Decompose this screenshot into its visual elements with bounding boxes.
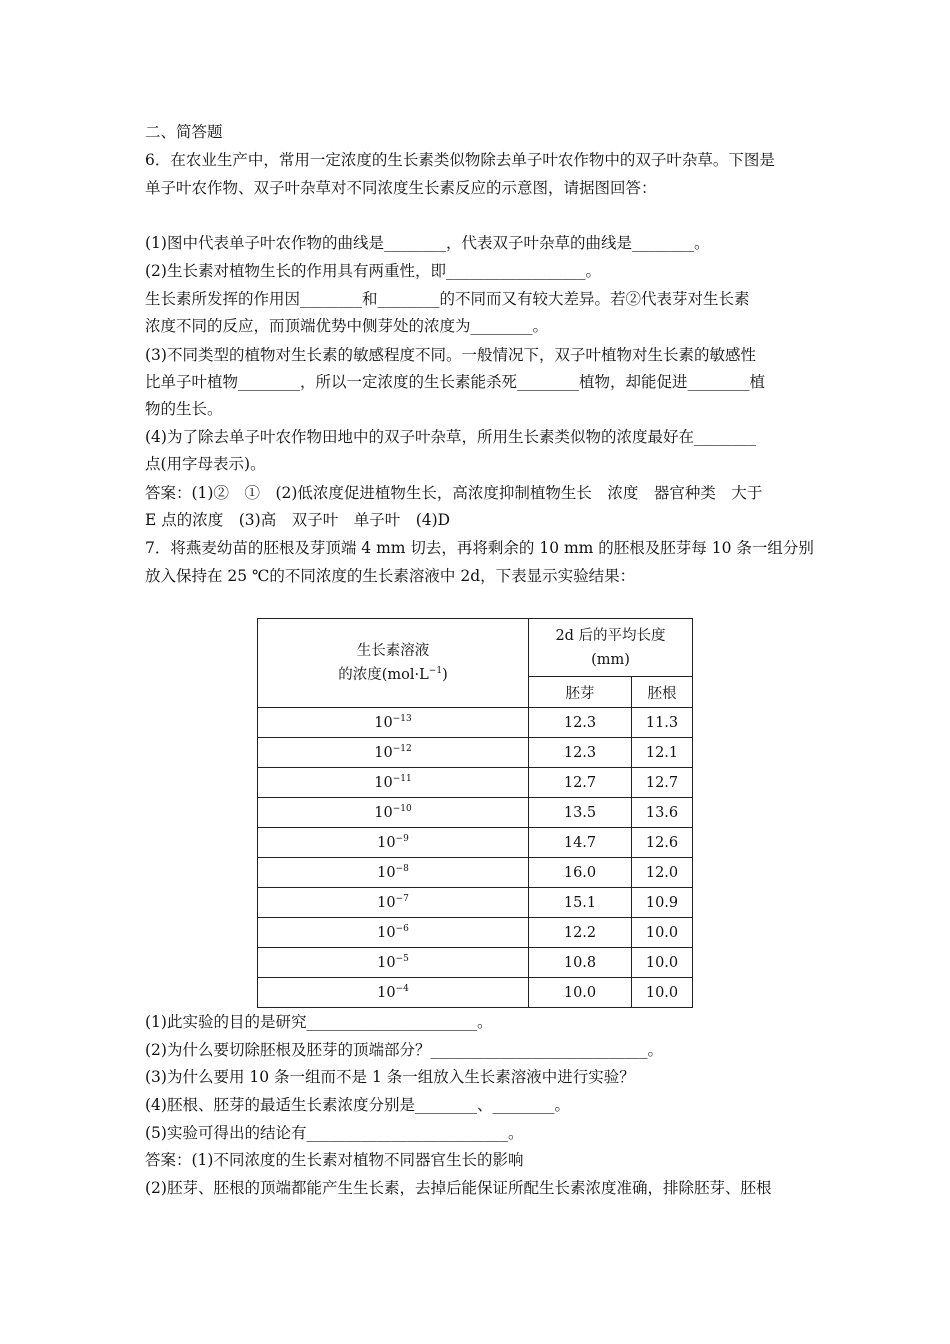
- q7-stem-line2: 放入保持在 25 ℃的不同浓度的生长素溶液中 2d，下表显示实验结果：: [145, 567, 636, 585]
- root-length-cell: 12.6: [632, 828, 693, 858]
- q6-stem-line2: 单子叶农作物、双子叶杂草对不同浓度生长素反应的示意图，请据图回答：: [145, 179, 657, 197]
- table-row: [258, 888, 693, 918]
- bud-length-cell: 13.5: [529, 798, 632, 828]
- concentration-cell: $10^{-6}$: [258, 918, 529, 948]
- concentration-cell: $10^{-13}$: [258, 708, 529, 738]
- header-concentration-line2: 的浓度$(mol\cdot L^{-1})$: [338, 666, 448, 683]
- bud-length-cell: 15.1: [529, 888, 632, 918]
- table-row: [258, 708, 693, 738]
- header-average-length-line1: 2d 后的平均长度: [555, 627, 666, 644]
- q7-sub3: (3)为什么要用 10 条一组而不是 1 条一组放入生长素溶液中进行实验？: [145, 1068, 635, 1086]
- header-average-length: [529, 619, 693, 677]
- header-concentration-line1: 生长素溶液: [356, 643, 430, 659]
- q6-sub3b: 比单子叶植物________，所以一定浓度的生长素能杀死________植物，却能促进________植: [145, 373, 766, 391]
- root-length-cell: 12.7: [632, 768, 693, 798]
- q6-answer-line2: E 点的浓度 (3)高 双子叶 单子叶 (4)D: [145, 511, 451, 529]
- header-concentration: [258, 619, 529, 708]
- table-row: [258, 828, 693, 858]
- table-row: [258, 858, 693, 888]
- q6-sub2c: 浓度不同的反应，而顶端优势中侧芽处的浓度为________。: [145, 317, 549, 335]
- bud-length-cell: 12.2: [529, 918, 632, 948]
- bud-length-cell: 12.3: [529, 738, 632, 768]
- q6-sub2: (2)生长素对植物生长的作用具有两重性，即__________________。: [145, 262, 601, 280]
- q6-answer-line1: 答案：(1)② ① (2)低浓度促进植物生长，高浓度抑制植物生长 浓度 器官种类 大于: [145, 484, 763, 502]
- section-title: 二、简答题: [145, 123, 223, 141]
- root-length-cell: 10.9: [632, 888, 693, 918]
- q6-sub3c: 物的生长。: [145, 400, 223, 418]
- q6-sub4b: 点(用字母表示)。: [145, 455, 266, 473]
- bud-length-cell: 10.0: [529, 978, 632, 1008]
- header-average-length-unit: (mm): [591, 651, 630, 668]
- table-row: [258, 978, 693, 1008]
- concentration-cell: $10^{-12}$: [258, 738, 529, 768]
- root-length-cell: 10.0: [632, 918, 693, 948]
- root-length-cell: 12.1: [632, 738, 693, 768]
- table-row: [258, 798, 693, 828]
- bud-length-cell: 10.8: [529, 948, 632, 978]
- table-row: [258, 768, 693, 798]
- table-row: [258, 738, 693, 768]
- concentration-cell: $10^{-5}$: [258, 948, 529, 978]
- bud-length-cell: 16.0: [529, 858, 632, 888]
- root-length-cell: 11.3: [632, 708, 693, 738]
- concentration-cell: $10^{-10}$: [258, 798, 529, 828]
- q7-sub4: (4)胚根、胚芽的最适生长素浓度分别是________、________。: [145, 1096, 570, 1114]
- concentration-cell: $10^{-9}$: [258, 828, 529, 858]
- header-bud: 胚芽: [529, 677, 632, 708]
- table-row: [258, 918, 693, 948]
- root-length-cell: 13.6: [632, 798, 693, 828]
- bud-length-cell: 14.7: [529, 828, 632, 858]
- q7-sub5: (5)实验可得出的结论有__________________________。: [145, 1124, 524, 1142]
- bud-length-cell: 12.7: [529, 768, 632, 798]
- q7-answer-line1: 答案：(1)不同浓度的生长素对植物不同器官生长的影响: [145, 1151, 524, 1169]
- q6-sub2b: 生长素所发挥的作用因________和________的不同而又有较大差异。若②代表芽对生长素: [145, 290, 750, 308]
- q7-sub2: (2)为什么要切除胚根及胚芽的顶端部分？____________________________。: [145, 1041, 663, 1059]
- q6-sub3a: (3)不同类型的植物对生长素的敏感程度不同。一般情况下，双子叶植物对生长素的敏感性: [145, 346, 756, 364]
- root-length-cell: 12.0: [632, 858, 693, 888]
- root-length-cell: 10.0: [632, 978, 693, 1008]
- q6-stem-line1: 6．在农业生产中，常用一定浓度的生长素类似物除去单子叶农作物中的双子叶杂草。下图是: [145, 151, 775, 169]
- q6-sub1: (1)图中代表单子叶农作物的曲线是________，代表双子叶杂草的曲线是________。: [145, 234, 710, 252]
- concentration-cell: $10^{-8}$: [258, 858, 529, 888]
- q7-stem-line1: 7．将燕麦幼苗的胚根及芽顶端 4 mm 切去，再将剩余的 10 mm 的胚根及胚芽每 10 条一组分别: [145, 539, 814, 557]
- q7-sub1: (1)此实验的目的是研究______________________。: [145, 1013, 493, 1031]
- root-length-cell: 10.0: [632, 948, 693, 978]
- results-table: [257, 618, 693, 1008]
- bud-length-cell: 12.3: [529, 708, 632, 738]
- concentration-cell: $10^{-7}$: [258, 888, 529, 918]
- header-root: 胚根: [632, 677, 693, 708]
- q7-answer-line2: (2)胚芽、胚根的顶端都能产生生长素，去掉后能保证所配生长素浓度准确，排除胚芽、胚根: [145, 1179, 772, 1197]
- concentration-cell: $10^{-11}$: [258, 768, 529, 798]
- table-row: [258, 948, 693, 978]
- concentration-cell: $10^{-4}$: [258, 978, 529, 1008]
- q6-sub4a: (4)为了除去单子叶农作物田地中的双子叶杂草，所用生长素类似物的浓度最好在________: [145, 428, 756, 446]
